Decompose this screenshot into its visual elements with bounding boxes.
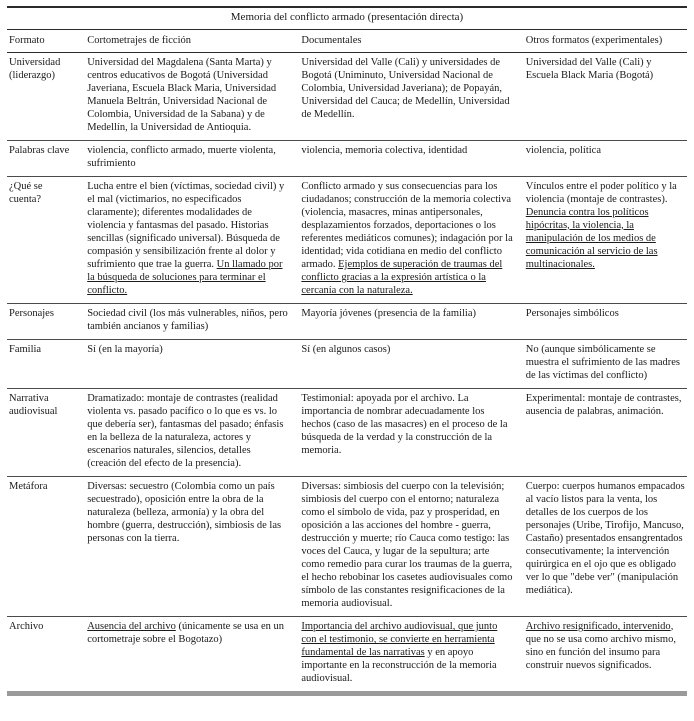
table-cell: Universidad del Valle (Cali) y Escuela Black Maria (Bogotá) [524,52,687,140]
table-cell: violencia, conflicto armado, muerte violenta, sufrimiento [85,140,299,176]
column-header-documentales: Documentales [299,29,523,52]
table-cell: Archivo resignificado, intervenido, que no se usa como archivo mismo, sino en función del insumo para construir nuevos significados. [525,621,676,672]
table-cell: Importancia del archivo audiovisual, que junto con el testimonio, se convierte en herramienta fundamental de las narrativas y en apoyo importante en la reconstrucción de la memoria audiovisual. [301,621,498,685]
table-row-que-se-cuenta [7,176,687,303]
comparison-table [7,6,687,696]
table-cell: Sí (en algunos casos) [299,339,523,388]
table-cell: Sí (en la mayoría) [85,339,299,388]
table-cell: Universidad del Magdalena (Santa Marta) y centros educativos de Bogotá (Universidad Javeriana, Escuela Black Maria, Universidad Manuela Beltrán, Universidad Nacional de Colombia, Universidad de la Sabana) y de Medellín, la Universidad de Antioquia. [85,52,299,140]
table-cell: Conflicto armado y sus consecuencias para los ciudadanos; construcción de la memoria colectiva (violencia, masacres, minas antipersonales, desplazamientos forzados, deportaciones o los referentes mediáticos comunes); indagación por la identidad; vida cotidiana en medio del conflicto armado. Ejemplos de superación de traumas del conflicto gracias a la expresión artística o la cercanía con la naturaleza. [299,176,523,303]
table-cell: Dramatizado: montaje de contrastes (realidad violenta vs. pasado pacífico o lo que es vs. lo que debería ser), fantasmas del pasado; énfasis en la belleza de la naturaleza, actores y escenarios naturales, silencios, detalles (creación del efecto de la presencia). [85,388,299,476]
table-row-metafora [7,477,687,617]
row-label: Metáfora [7,477,85,617]
table-cell: Lucha entre el bien (víctimas, sociedad civil) y el mal (victimarios, no especificados claramente); diferentes modalidades de violencia y fantasmas del pasado. Historias sencillas (significado universal). Búsqueda de compasión y sensibilización frente al dolor y sufrimiento que trae la guerra. Un llamado por la búsqueda de soluciones para terminar el conflicto. [85,176,299,303]
table-cell: Personajes simbólicos [524,303,687,339]
table-row-palabras-clave [7,140,687,176]
table-row-narrativa-audiovisual [7,388,687,476]
table-title: Memoria del conflicto armado (presentación directa) [7,7,687,29]
row-label: Universidad (liderazgo) [7,52,85,140]
row-label: ¿Qué se cuenta? [7,176,85,303]
table-row-archivo [7,617,687,694]
row-label: Archivo [9,621,44,633]
table-cell: Mayoría jóvenes (presencia de la familia) [299,303,523,339]
table-cell: Ausencia del archivo (únicamente se usa en un cortometraje sobre el Bogotazo) [87,621,284,646]
table-cell: Diversas: simbiosis del cuerpo con la televisión; simbiosis del cuerpo con el entorno; naturaleza como el símbolo de vida, paz y prosperidad, en oposición a las acciones del hombre - guerra, destrucción y muerte; río Cauca como testigo: las voces del Cauca, y lugar de la sepultura; arte como remedio para curar los traumas de la guerra, el hecho rebobinar los casetes audiovisuales como símbolo de las constantes resignificaciones de la memoria audiovisual. [299,477,523,617]
column-header-otros-formatos: Otros formatos (experimentales) [524,29,687,52]
column-header-formato: Formato [7,29,85,52]
table-cell: Vínculos entre el poder político y la violencia (montaje de contrastes). Denuncia contra los políticos hipócritas, la violencia, la manipulación de los medios de comunicación al servicio de las multinacionales. [524,176,687,303]
table-cell: Experimental: montaje de contrastes, ausencia de palabras, animación. [524,388,687,476]
table-cell: Universidad del Valle (Cali) y universidades de Bogotá (Uniminuto, Universidad Nacional de Colombia, Universidad Javeriana); de Popayán, Universidad del Cauca; de Medellín, Universidad de Medellín. [299,52,523,140]
column-header-row [7,29,687,52]
row-label: Narrativa audiovisual [7,388,85,476]
row-label: Familia [7,339,85,388]
table-cell: violencia, política [524,140,687,176]
table-cell: Diversas: secuestro (Colombia como un país secuestrado), oposición entre la obra de la naturaleza (belleza, armonía) y la obra del hombre (guerra, destrucción), simbiosis de las personas con la tierra. [85,477,299,617]
table-cell: violencia, memoria colectiva, identidad [299,140,523,176]
table-cell: No (aunque simbólicamente se muestra el sufrimiento de las madres de las víctimas del conflicto) [524,339,687,388]
row-label: Palabras clave [7,140,85,176]
table-cell: Cuerpo: cuerpos humanos empacados al vacío listos para la venta, los detalles de los cuerpos de los personajes (Uribe, Tirofijo, Mancuso, Castaño) presentados ensangrentados consecutivamente; la intervención quirúrgica en el ojo que es obligado ver lo que "debe ver" (manipulación mediática). [524,477,687,617]
table-title-row [7,7,687,29]
table-cell: Testimonial: apoyada por el archivo. La importancia de nombrar adecuadamente los hechos (caso de las masacres) en el proceso de la búsqueda de la verdad y la construcción de la memoria. [299,388,523,476]
column-header-cortometrajes: Cortometrajes de ficción [85,29,299,52]
row-label: Personajes [7,303,85,339]
table-row-personajes [7,303,687,339]
table-row-universidad [7,52,687,140]
table-cell: Sociedad civil (los más vulnerables, niños, pero también ancianos y familias) [85,303,299,339]
table-row-familia [7,339,687,388]
